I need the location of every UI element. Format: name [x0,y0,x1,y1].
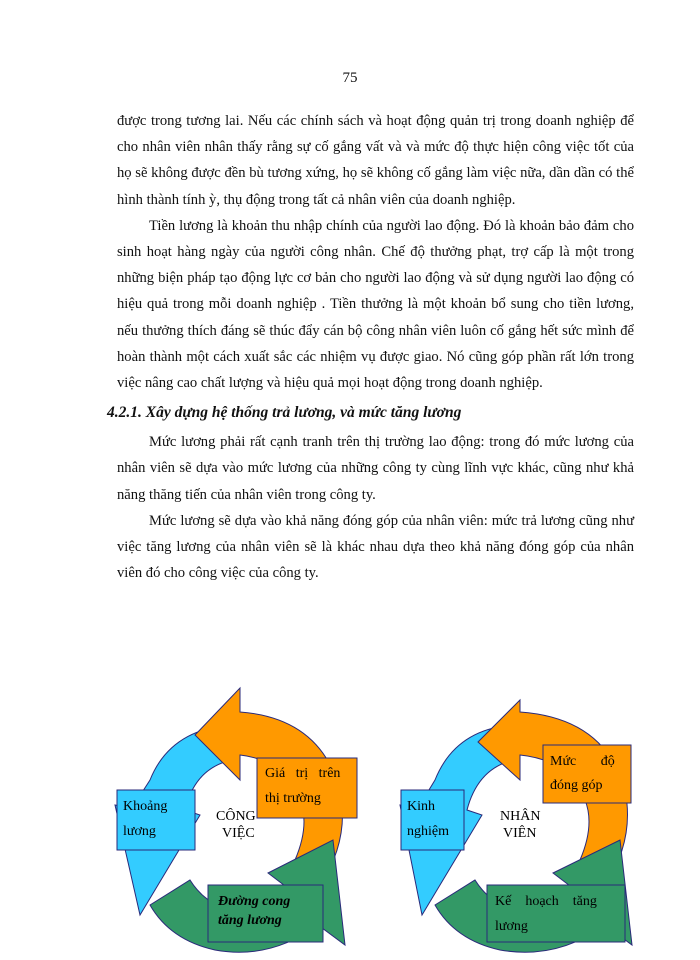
page-number: 75 [342,70,358,86]
center-label-line1: NHÂN [500,809,541,824]
document-body [107,108,634,586]
left-cycle-diagram [115,688,357,952]
green-box-label-line1: Kế hoạch tăng [495,894,597,909]
salary-cycle-diagrams [0,680,700,960]
center-label-line2: VIÊN [503,826,537,841]
right-cycle-diagram [400,700,632,952]
paragraph: Mức lương phải rất cạnh tranh trên thị trường lao động: trong đó mức lương của nhân viên sẽ dựa vào mức lương của những công ty cùng lĩnh vực khác, cũng như khả năng thăng tiến của nhân viên trong công ty. [117,434,634,503]
blue-box-label-line1: Khoảng [123,799,168,814]
green-box-label-line2: lương [495,919,528,934]
green-box-label-line1: Đường cong [218,894,291,909]
blue-box-label-line2: nghiệm [407,824,449,839]
center-label-line1: CÔNG [216,809,256,824]
orange-box-label-line2: đóng góp [550,778,603,793]
center-label-line2: VIỆC [222,826,255,841]
blue-box-label-line2: lương [123,824,156,839]
section-heading: 4.2.1. Xây dựng hệ thống trả lương, và mức tăng lương [107,404,462,422]
paragraph: Tiền lương là khoản thu nhập chính của người lao động. Đó là khoản bảo đảm cho sinh hoạt hàng ngày của người công nhân. Chế độ thưởng phạt, trợ cấp là một trong những biện pháp tạo động lực cơ bản cho người lao động và sử dụng người lao động có hiệu quả trong mỗi doanh nghiệp . Tiền thưởng là một khoản bổ sung cho tiền lương, nếu thưởng thích đáng sẽ thúc đẩy cán bộ công nhân viên luôn cố gắng hết sức mình để hoàn thành một cách xuất sắc các nhiệm vụ được giao. Nó cũng góp phần rất lớn trong việc nâng cao chất lượng và hiệu quả mọi hoạt động trong doanh nghiệp. [117,217,634,392]
blue-box-label-line1: Kinh [407,799,435,814]
paragraph: Mức lương sẽ dựa vào khả năng đóng góp của nhân viên: mức trả lương cũng như việc tăng lương của nhân viên sẽ là khác nhau dựa theo khả năng đóng góp của nhân viên đó cho công việc của công ty. [117,512,634,582]
orange-box-label-line1: Giá trị trên [265,766,341,781]
paragraph: được trong tương lai. Nếu các chính sách và hoạt động quản trị trong doanh nghiệp để cho nhân viên nhân thấy rằng sự cố gắng vất và và mức độ thực hiện công việc tốt của họ sẽ không được đền bù tương xứng, họ sẽ không cố gắng làm việc nữa, dần dần có thể hình thành tính ỳ, thụ động trong tất cả nhân viên của doanh nghiệp. [117,113,634,208]
orange-box-label-line1: Mức độ [550,754,615,769]
orange-box-label-line2: thị trường [265,791,321,806]
green-box-label-line2: tăng lương [218,913,282,928]
